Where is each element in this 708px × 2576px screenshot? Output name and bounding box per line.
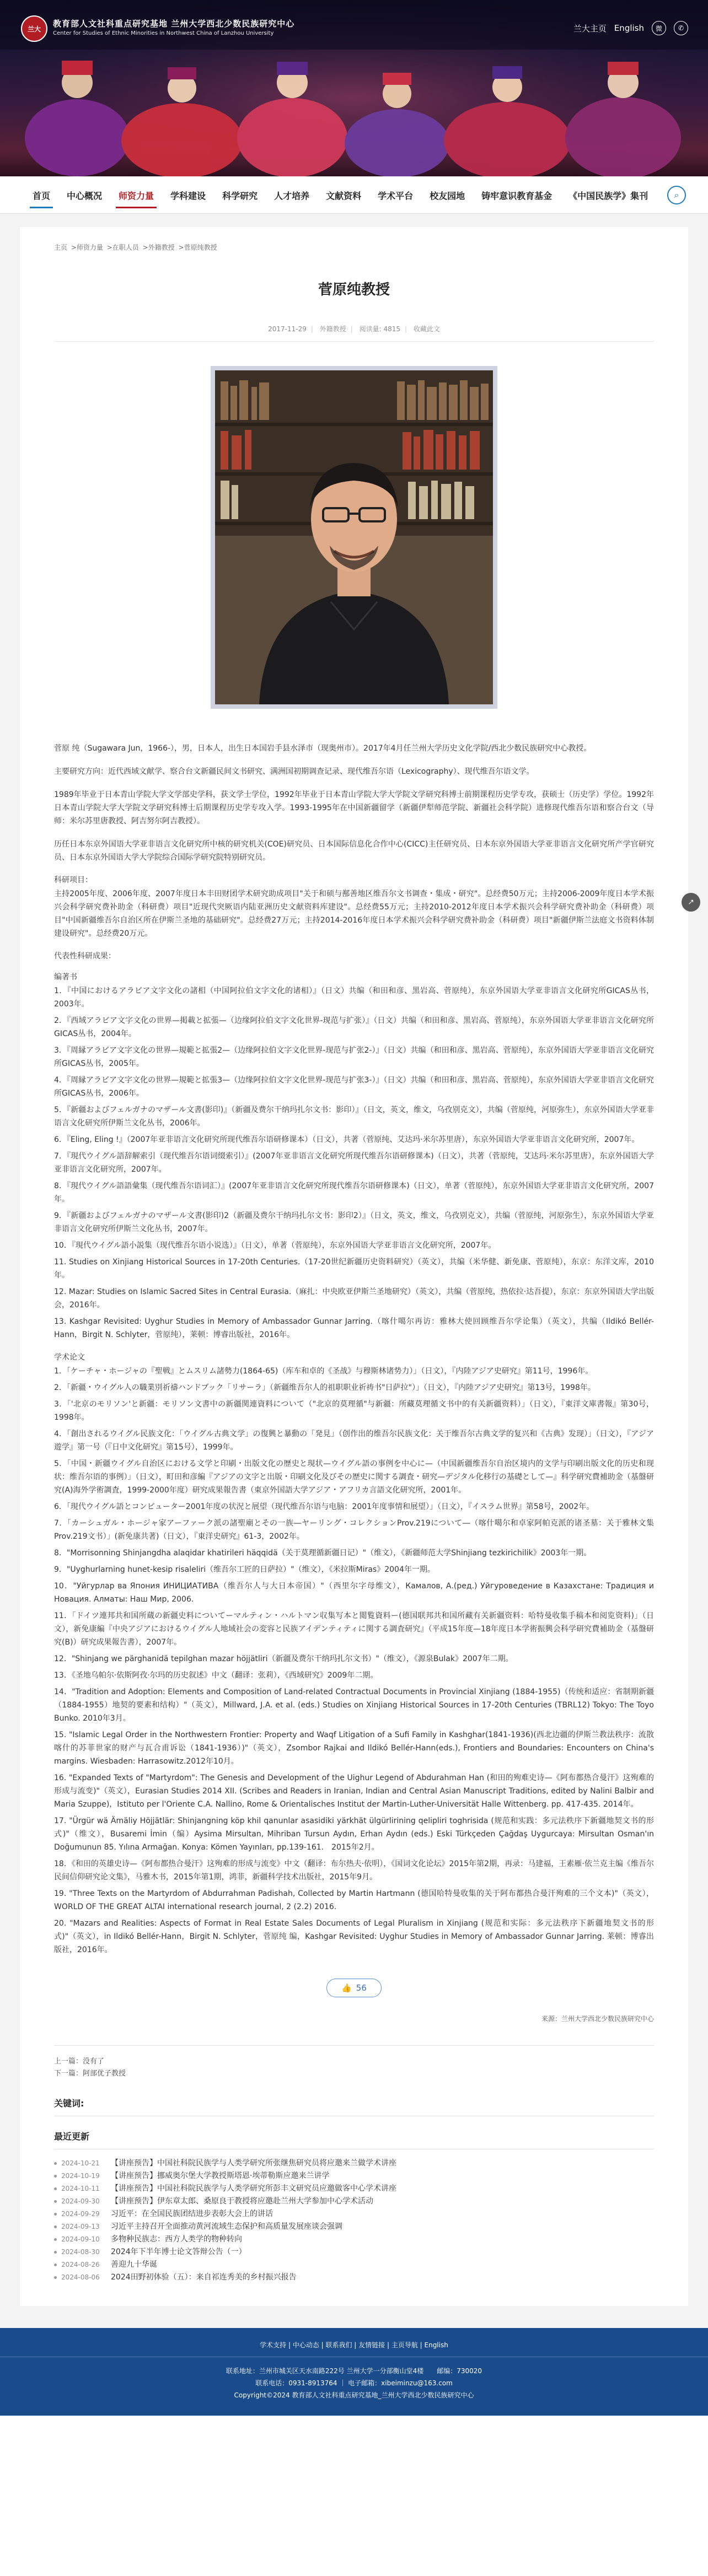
intro-paragraph: 菅原 纯（Sugawara Jun，1966-），男，日本人，出生日本国岩手县水泽市（现奥州市）。2017年4月任兰州大学历史文化学院/西北少数民族研究中心教授。 <box>54 744 592 753</box>
like-count: 56 <box>356 1983 367 1993</box>
recent-updates-heading: 最近更新 <box>54 2130 654 2149</box>
nav-disciplines[interactable]: 学科建设 <box>170 190 206 201</box>
article-category: 外籍教授 <box>319 325 346 333</box>
news-title[interactable]: 2024年下半年博士论文答辩公告（一） <box>111 2248 246 2256</box>
funding-heading: 科研项目： <box>54 876 93 885</box>
source-note: 来源：兰州大学西北少数民族研究中心 <box>541 2015 654 2023</box>
list-item: 7．「カーシュガル・ホージャ家アーファーク派の諸聖廟とその一族―ヤーリング・コレクションProv.219について―（喀什噶尔和卓家阿帕克派的诸圣墓：关于雅林文集Prov.219文书）」(新免康共著)（日文），『東洋史研究』61-3，2002年。 <box>54 1519 654 1541</box>
article-meta: 2017-11-29 | 外籍教授 | 阅读量: 4815 | 收藏此文 <box>54 324 654 342</box>
nav-journal[interactable]: 《中国民族学》集刊 <box>568 190 648 201</box>
news-date: 2024-09-30 <box>61 2197 100 2205</box>
news-title[interactable]: 【讲座预告】伊东章太郎、桑原良于教授将应邀赴兰州大学参加中心学术活动 <box>111 2197 373 2206</box>
link-english[interactable]: English <box>614 23 644 33</box>
news-date: 2024-09-10 <box>61 2235 100 2243</box>
news-title[interactable]: 善迎九十华诞 <box>111 2260 157 2269</box>
thumbs-up-icon: 👍 <box>341 1983 352 1993</box>
article-container <box>20 227 688 2306</box>
list-item: 20. "Mazars and Realities: Aspects of Format in Real Estate Sales Documents of Legal Pluralism in Xinjiang (规范和实际：多元法秩序下新疆地契文书的形式)"（英文），in Ildikó Bellér-Hann，Birgit N. Schlyter，菅原纯 编，Kashgar Revisited: Uyghur Studies in Memory of Ambassador Gunnar Jarring. 莱顿：博睿出版社，2016年。 <box>54 1919 654 1954</box>
news-title[interactable]: 【讲座预告】中国社科院民族学与人类学研究所彭丰文研究员应邀做客中心学术讲座 <box>111 2184 396 2193</box>
list-item: 5．『新疆およびフェルガナのマザール文書(影印)』（新疆及费尔干纳玛扎尔文书：影印）』（日文，英文，维文，乌孜别克文），共编（菅原纯，河原弥生），东京外国语大学亚非语言文化研究所伊斯兰文化丛书，2006年。 <box>54 1106 654 1128</box>
like-button[interactable] <box>326 1979 382 1997</box>
footer-address: 联系地址：兰州市城关区天水南路222号 兰州大学一分部衡山堂4楼 邮编：730020 <box>226 2367 482 2375</box>
list-item: 11．「ドイツ連邦共和国所蔵の新疆史料についてーマルティン・ハルトマン収集写本と閲覧資料ー(德国联邦共和国所藏有关新疆资料：哈特曼收集手稿本和阅览资料)」（日文），新免康編『中央アジアにおけるウイグル人地域社会の変容と民族アイデンティティに関する調査研究』（平成15年度—18年度日本学術振興会科学研究費補助金（基盤研究(B)）研究成果報告書），2007年。 <box>54 1612 654 1647</box>
list-item: 15. "Islamic Legal Order in the Northwestern Frontier: Property and Waqf Litigation of a Sufi Family in Kashghar(1841-1936)(西北边疆的伊斯兰教法秩序：流散喀什的苏菲世家的财产与瓦合甫诉讼（1841-1936）)"（英文），Zsombor Rajkai and Ildikó Bellér-Hann(eds.), Frontiers and Boundaries: Encounters on China's margins. Wiesbaden: Harrasowitz.2012年10月。 <box>54 1731 654 1766</box>
list-item: 1．『中国におけるアラビア文字文化の諸相（中国阿拉伯文字文化的诸相）』（日文）共编（和田和彦、黑岩高、菅原纯），东京外国语大学亚非语言文化研究所GICAS丛书，2003年。 <box>54 987 654 1009</box>
list-item: 16. "Expanded Texts of "Martyrdom": The Genesis and Development of the Uighur Legend of Abdurahman Han (和田的殉难史诗—《阿布都热合曼汗》这殉难的形成与流变)"（英文），Eurasian Studies 2014 XII. (Scribes and Readers in Iranian, Indian and Central Asian Manuscript Traditions, edited by Nalini Balbir and Maria Szuppe)，Istituto per l'Oriente C.A. Nallino, Rome & Orientalisches Institut der Martin-Luther-Universität Halle Wittenberg. pp. 417-435. 2014年。 <box>54 1774 654 1809</box>
list-item[interactable] <box>54 2271 654 2284</box>
article-date: 2017-11-29 <box>268 325 307 333</box>
site-logo[interactable] <box>21 15 294 42</box>
news-date: 2024-09-13 <box>61 2223 100 2230</box>
university-seal-icon: 兰大 <box>21 15 47 42</box>
breadcrumb-current: >菅原纯教授 <box>178 244 217 251</box>
prev-next-nav <box>54 2045 654 2080</box>
list-item: 12．"Shinjang we pärghanidä tepilghan mazar höjjätliri（新疆及费尔干纳玛扎尔文书）"（维文），《源泉Bulak》2007年二期。 <box>54 1655 513 1663</box>
list-item[interactable] <box>54 2246 654 2259</box>
collect-link[interactable]: 收藏此文 <box>413 325 440 333</box>
nav-overview[interactable]: 中心概况 <box>67 190 103 201</box>
nav-documents[interactable]: 文献资料 <box>326 190 362 201</box>
wechat-icon[interactable]: ✆ <box>674 21 688 35</box>
list-item: 3．『周縁アラビア文字文化の世界—規範と拡張2—（边缘阿拉伯文字文化世界-现范与扩张2-）』（日文）共编（和田和彦、黑岩高、菅原纯），东京外国语大学亚非语言文化研究所GICAS丛书，2005年。 <box>54 1046 654 1068</box>
list-item: 8．"Morrisonning Shinjangdha alaqidar khatirileri häqqidä（关于莫理循新疆日记）"（维文），《新疆师范大学Shinjiang tezkirichilik》2003年一期。 <box>54 1549 592 1558</box>
list-item: 6．「現代ウイグル語とコンピューター2001年度の状況と展望（现代维吾尔语与电脑：2001年度事情和展望）」（日文），『イスラム世界』第58号，2002年。 <box>54 1502 594 1511</box>
list-item: 13．《圣地乌帕尔·依斯阿孜·尔玛的历史叙述》中文（翻译：张莉），《西域研究》2009年二期。 <box>54 1671 378 1680</box>
funding-paragraph: 主持2005年度、2006年度、2007年度日本丰田财团学术研究助成项目"关于和硕与鄯善地区维吾尔文书调查・集成・研究"。总经费50万元；主持2006-2009年度日本学术振兴会科学研究费补助金（科研费）项目"近现代突厥语内陆亚洲历史文献资料库建设"。总经费55万元；主持2010-2012年度日本学术振兴会科学研究费补助金（科研费）项目"中国新疆维吾尔自治区所在伊斯兰圣地的基础研究"。总经费27万元；主持2014-2016年度日本学术振兴会科学研究费补助金（科研费）项目"新疆伊斯兰法庭文书资料体制建设研究"。总经费20万元。 <box>54 890 654 938</box>
list-item: 11. Studies on Xinjiang Historical Sources in 17-20th Centuries.（17-20世纪新疆历史资料研究）（英文），共编（米华健、新免康、菅原纯），东京：东洋文库，2010年。 <box>54 1258 654 1280</box>
news-title[interactable]: 2024田野初体验（五）：来自祁连秀美的乡村振兴报告 <box>111 2273 297 2282</box>
header-banner <box>0 0 708 176</box>
news-title[interactable]: 习近平：在全国民族团结进步表彰大会上的讲话 <box>111 2209 273 2218</box>
logo-cn: 教育部人文社科重点研究基地 兰州大学西北少数民族研究中心 <box>53 19 295 29</box>
nav-education[interactable]: 人才培养 <box>274 190 310 201</box>
list-item: 4．「創出されるウイグル民族文化：「ウイグル古典文学」の復興と暴動の「発見」（创作出的维吾尔民族文化：关于维吾尔古典文学的复兴和《古典》发现）」（日文），『アジア遊学』第一号（『日中文化研究』第15号），1999年。 <box>54 1430 654 1452</box>
list-item[interactable] <box>54 2233 654 2246</box>
portrait-photo <box>211 366 497 709</box>
news-date: 2024-08-30 <box>61 2248 100 2256</box>
intro-paragraph: 1989年毕业于日本青山学院大学文学部史学科，获文学士学位，1992年毕业于日本青山学院大学大学院文学研究科博士前期课程历史学专攻，获硕士（历史学）学位。1992年日本青山学院大学大学院文学研究科博士后期课程历史学专攻入学。1993-1995年在中国新疆留学（新疆伊犁师范学院、新疆社会科学院）进修现代维吾尔语和察合台文（导师：米尔苏里唐教授、阿吉努尔阿吉教授）。 <box>54 790 654 826</box>
news-date: 2024-08-06 <box>61 2273 100 2281</box>
list-item: 14．"Tradition and Adoption: Elements and Composition of Land-related Contractual Documents in Provincial Xinjiang (1884-1955)（传统和适应：省制期新疆（1884-1955）地契的要素和结构）"（英文），Millward, J.A. et al. (eds.) Studies on Xinjiang Historical Sources in 17-20th Centuries (TBRL12) Tokyo: The Toyo Bunko. 2010年3月。 <box>54 1688 654 1723</box>
list-item: 18．《和田的英雄史诗—《阿布都热合曼汗》这殉难的形成与流变》中文（翻译：布尔热夫·依明），《国词文化论坛》2015年第2期，再录：马建福，王素雁·依兰克主编《维吾尔民间信仰研究论文集》，马雅木书，2015年第1期，鸿菲，新疆科学技术出版社，2015年9月。 <box>54 1860 654 1882</box>
news-date: 2024-09-29 <box>61 2210 100 2218</box>
list-item: 10．"Уйгурлар ва Япония ИНИЦИАТИВА（维吾尔人与大日本帝国）"（西里尔字母维文），Камалов, А.(ред.) Уйгуроведение в Казахстане: Традиция и Новация. Алматы: Наш Мир, 2006. <box>54 1582 654 1604</box>
news-title[interactable]: 【讲座预告】中国社科院民族学与人类学研究所张继焦研究员将应邀来兰做学术讲座 <box>111 2159 396 2168</box>
intro-paragraph: 历任日本东京外国语大学亚非语言文化研究所中核的研究机关(COE)研究员、日本国际信息化合作中心(CICC)主任研究员、日本东京外国语大学亚非语言文化研究所产学官研究员、日本东京外国语大学大学院综合国际学研究院特别研究员。 <box>54 840 654 862</box>
list-item[interactable] <box>54 2182 654 2195</box>
news-title[interactable]: 习近平主持召开全面推动黄河流域生态保护和高质量发展座谈会强调 <box>111 2222 342 2231</box>
news-date: 2024-10-19 <box>61 2172 100 2180</box>
list-item[interactable] <box>54 2259 654 2271</box>
main-nav <box>0 176 708 214</box>
list-item: 9．"Uyghurlarning hunet-kesip risaleliri（维吾尔工匠的日萨拉）"（维文），《米拉斯Miras》2004年一期。 <box>54 1565 435 1574</box>
nav-faculty[interactable]: 师资力量 <box>110 176 162 214</box>
list-item: 10．『現代ウイグル語小説集（现代维吾尔语小说选）』（日文），单著（菅原纯），东京外国语大学亚非语言文化研究所，2007年。 <box>54 1241 496 1250</box>
list-item: 12. Mazar: Studies on Islamic Sacred Sites in Central Eurasia.（麻扎：中央欧亚伊斯兰圣地研究）（英文），共编（菅原纯，热依拉·达吾提），东京：东京外国语大学出版会，2016年。 <box>54 1287 654 1309</box>
list-item: 19. "Three Texts on the Martyrdom of Abdurrahman Padishah, Collected by Martin Hartmann (德国哈特曼收集的关于阿布都热合曼汗殉难的三个文本)"（英文），WORLD OF THE GREAT ALTAI international research journal, 2 (2.2) 2016. <box>54 1889 654 1911</box>
news-date: 2024-10-21 <box>61 2159 100 2167</box>
like-row <box>54 1979 654 1997</box>
list-item: 2．「新疆・ウイグル人の職業別祈禱ハンドブック「リサーラ」（新疆维吾尔人的祖职职业祈祷书"日萨拉"）」（日文），『内陸アジア史研究』第13号，1998年。 <box>54 1383 596 1392</box>
list-item: 5．「中国・新疆ウイグル自治区における文学と印刷・出版文化の歴史と現状—ウイグル語の事例を中心に—（中国新疆维吾尔自治区境内的文学与印刷出版文化的历史和现状：维吾尔语的事例）」（日文），町田和彦編『アジアの文字と出版・印刷文化及びその歴史に関する調査・研究—デジタル化移行の基礎として—』科学研究費補助金（基盤研究(A)海外学術調査，1999-2000年度）研究成果報告書（東京外国語大学アジア・アフリカ言語文化研究所，2001年。 <box>54 1459 654 1495</box>
list-item: 6．『Eling, Eling !』（2007年亚非语言文化研究所现代维吾尔语研修课本）（日文），共著（菅原纯、艾达玛·米尔苏里唐），东京外国语大学亚非语言文化研究所，2007年。 <box>54 1135 640 1144</box>
papers-heading: 学术论文 <box>54 1353 85 1362</box>
list-item: 1．「ケーチャ・ホージャの『聖戦』とムスリム諸勢力(1864-65)（库车和卓的《圣战》与穆斯林诸势力）」（日文），『内陸アジア史研究』第11号，1996年。 <box>54 1367 593 1376</box>
works-heading: 代表性科研成果： <box>54 952 116 961</box>
page-title: 菅原纯教授 <box>318 282 390 298</box>
footer-copyright: Copyright©2024 教育部人文社科重点研究基地_兰州大学西北少数民族研究中心 <box>234 2391 474 2399</box>
list-item[interactable] <box>54 2221 654 2233</box>
article-body <box>54 742 654 1957</box>
news-title[interactable]: 多物种民族志：西方人类学的物种转向 <box>111 2235 242 2244</box>
nav-alumni[interactable]: 校友园地 <box>430 190 465 201</box>
list-item: 17. "Ürgür wä Ämäliy Höjjätlär: Shinjangning köp khil qanunlar asasidiki yärkhät ülgürlirining qelipliri toghrisida (规范和实践：多元法秩序下新疆地契文书的形式)"（维文），Busaremi İmin（编）Aysima Mirsultan, Mihriban Tursun Aydın, Erhan Aydın (eds.) Eski Türkçeden Çağdaş Uygurcaya: Mirsultan Osman'ın Doğumunun 85. Yılına Armağan. Konya: Kömen Yayınları, pp.139-161. 2015年2月。 <box>54 1817 654 1852</box>
footer-links[interactable]: 学术支持 | 中心动态 | 联系我们 | 友情链接 | 主页导航 | English <box>0 2339 708 2357</box>
list-item[interactable] <box>54 2195 654 2208</box>
list-item: 13. Kashgar Revisited: Uyghur Studies in Memory of Ambassador Gunnar Jarring.（喀什噶尔再访：雅林大使回顾维吾尔学论集）（英文），共编（Ildikó Bellér-Hann，Birgit N. Schlyter，菅原纯），莱顿：博睿出版社，2016年。 <box>54 1317 654 1339</box>
breadcrumb-faculty[interactable]: >师资力量 <box>71 244 103 251</box>
logo-en: Center for Studies of Ethnic Minorities in Northwest China of Lanzhou University <box>53 30 274 36</box>
list-item: 7．『現代ウイグル語辞解索引（现代维吾尔语词缀索引）』(2007年亚非语言文化研究所现代维吾尔语研修课本)（日文），共著（菅原纯，艾达玛·米尔苏里唐），东京外国语大学亚非语言文化研究所，2007年。 <box>54 1152 654 1174</box>
page-body <box>0 214 708 2328</box>
news-date: 2024-08-26 <box>61 2261 100 2268</box>
weibo-icon[interactable]: 微 <box>652 21 666 35</box>
search-icon[interactable]: ⌕ <box>667 186 686 204</box>
list-item: 9．『新疆およびフェルガナのマザール文書(影印)2（新疆及费尔干纳玛扎尔文书：影印2）』（日文，英文，维文，乌孜别克文），共编（菅原纯，河原弥生），东京外国语大学亚非语言文化研究所伊斯兰文化丛书，2007年。 <box>54 1211 654 1233</box>
article-views: 阅读量: 4815 <box>359 325 401 333</box>
share-icon[interactable]: ↗ <box>682 893 700 912</box>
list-item: 3．「'北京のモリソン'と新疆：モリソン文書中の新疆関連資料について（"北京的莫理循"与新疆：所藏莫理循文书中的有关新疆资料）」（日文），『東洋文庫書報』第30号，1998年。 <box>54 1400 654 1422</box>
news-date: 2024-10-11 <box>61 2185 100 2192</box>
recent-updates-list <box>54 2157 654 2284</box>
nav-home[interactable]: 首页 <box>24 176 58 214</box>
edited-books-heading: 编著书 <box>54 973 77 982</box>
next-article-link[interactable]: 下一篇：阿部优子教授 <box>54 2070 126 2078</box>
news-title[interactable]: 【讲座预告】挪威奥尔堡大学教授斯塔恩·埃蒂勒斯应邀来兰讲学 <box>111 2171 330 2180</box>
list-item: 8．『現代ウイグル語語彙集（现代维吾尔语词汇）』(2007年亚非语言文化研究所现代维吾尔语研修课本)（日文），单著（菅原纯），东京外国语大学亚非语言文化研究所，2007年。 <box>54 1182 654 1204</box>
nav-platform[interactable]: 学术平台 <box>378 190 414 201</box>
breadcrumb-staff[interactable]: >在职人员 <box>106 244 139 251</box>
list-item[interactable] <box>54 2157 654 2170</box>
breadcrumb-foreign[interactable]: >外籍教授 <box>142 244 175 251</box>
top-links <box>573 21 688 35</box>
intro-paragraph: 主要研究方向：近代西域文献学、察合台文新疆民间文书研究、满洲国初期调查记录、现代维吾尔语（Lexicography）、现代维吾尔语文学。 <box>54 767 534 776</box>
list-item: 2．『西域アラビア文字文化の世界—掲載と拡張—（边缘阿拉伯文字文化世界-现范与扩张）』（日文）共编（和田和彦、黑岩高、菅原纯），东京外国语大学亚非语言文化研究所GICAS丛书，2004年。 <box>54 1016 654 1038</box>
site-footer <box>0 2328 708 2416</box>
breadcrumb-home[interactable]: 主页 <box>54 244 68 251</box>
nav-research[interactable]: 科学研究 <box>222 190 258 201</box>
nav-foundation[interactable]: 铸牢意识教育基金 <box>481 190 553 201</box>
edited-books-list <box>54 984 654 1341</box>
list-item[interactable] <box>54 2208 654 2221</box>
link-lzu-home[interactable]: 兰大主页 <box>573 23 607 34</box>
list-item: 4．『周縁アラビア文字文化の世界—規範と拡張3—（边缘阿拉伯文字文化世界-现范与扩张3-）』（日文）共编（和田和彦、黑岩高、菅原纯），东京外国语大学亚非语言文化研究所GICAS丛书，2006年。 <box>54 1076 654 1098</box>
footer-phone: 联系电话：0931-8913764 ｜ 电子邮箱：xibeiminzu@163.com <box>255 2379 453 2387</box>
keywords-heading: 关键词: <box>54 2097 654 2116</box>
prev-article-link[interactable]: 上一篇：没有了 <box>54 2057 105 2066</box>
breadcrumb <box>54 242 654 252</box>
papers-list <box>54 1365 654 1957</box>
list-item[interactable] <box>54 2170 654 2182</box>
